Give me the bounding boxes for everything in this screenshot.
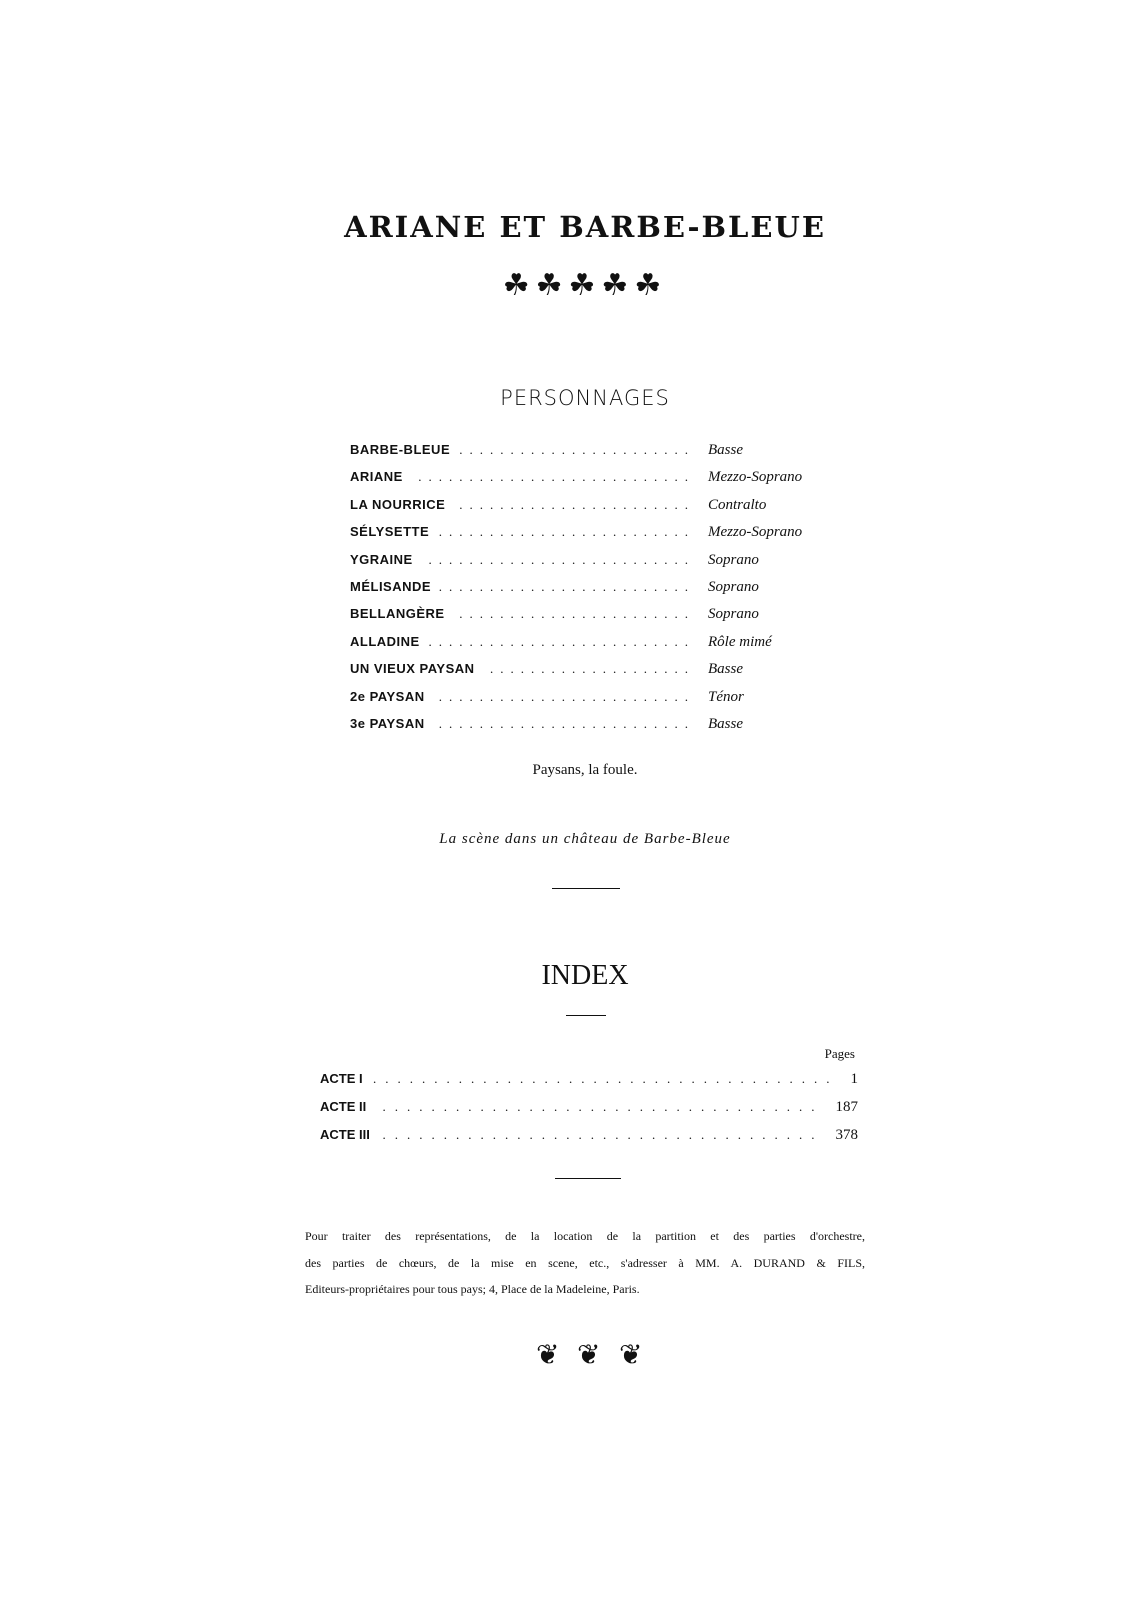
leader-dots: .......................... xyxy=(428,551,695,567)
act-name: ACTE III xyxy=(320,1127,370,1142)
voice-type: Soprano xyxy=(708,551,759,568)
cast-row xyxy=(350,606,830,626)
voice-type: Basse xyxy=(708,442,743,458)
setting-note: La scène dans un château de Barbe-Bleue xyxy=(439,831,731,847)
notice-line: des parties de chœurs, de la mise en scene, etc., s'adresser à MM. A. DURAND & FILS, xyxy=(305,1255,865,1270)
leader-dots: .................................... xyxy=(382,1127,824,1142)
voice-type: Rôle mimé xyxy=(708,633,772,650)
index-row xyxy=(320,1127,858,1147)
character-name: YGRAINE xyxy=(350,551,413,567)
page-number: 187 xyxy=(835,1099,858,1115)
name-with-leader xyxy=(350,716,695,732)
character-name: LA NOURRICE xyxy=(350,496,446,512)
cast-row xyxy=(350,524,830,544)
leader-dots: ......................... xyxy=(438,688,695,704)
character-name: UN VIEUX PAYSAN xyxy=(350,661,475,677)
name-with-leader xyxy=(350,497,695,513)
divider xyxy=(566,1015,606,1016)
leader-dots: .................................... xyxy=(382,1099,824,1114)
name-with-leader xyxy=(350,689,695,705)
cast-row xyxy=(350,552,830,572)
chorus-note: Paysans, la foule. xyxy=(532,762,638,778)
leader-dots: ........................... xyxy=(418,469,695,485)
cast-row xyxy=(350,497,830,517)
cast-row xyxy=(350,716,830,736)
leader-dots: .......................... xyxy=(428,633,695,649)
ornament-icon: ❦ xyxy=(577,1340,601,1371)
character-name: MÉLISANDE xyxy=(350,579,432,594)
leader-dots: ......................... xyxy=(438,524,695,540)
leader-dots: ......................... xyxy=(438,716,695,731)
character-name: 2e PAYSAN xyxy=(350,688,425,704)
character-name: SÉLYSETTE xyxy=(350,524,430,540)
act-name: ACTE II xyxy=(320,1099,367,1114)
voice-type: Ténor xyxy=(708,688,744,705)
divider xyxy=(552,888,620,889)
name-with-leader xyxy=(350,579,695,595)
ornament-icon: ❦ xyxy=(536,1340,560,1371)
index-heading: INDEX xyxy=(541,960,629,991)
pages-label: Pages xyxy=(824,1046,855,1061)
notice-line: Editeurs-propriétaires pour tous pays; 4, Place de la Madeleine, Paris. xyxy=(305,1282,640,1296)
name-with-leader xyxy=(350,552,695,568)
cast-row xyxy=(350,469,830,489)
leader-dots: ....................... xyxy=(459,496,695,512)
ornament-icon: ❦ xyxy=(619,1340,643,1371)
personnages-heading: PERSONNAGES xyxy=(500,386,670,410)
character-name: 3e PAYSAN xyxy=(350,716,425,731)
leader-dots: ...................................... xyxy=(373,1071,839,1086)
character-name: ALLADINE xyxy=(350,633,420,649)
name-with-leader xyxy=(350,524,695,540)
leader-dots: ......................... xyxy=(438,579,695,594)
name-with-leader xyxy=(350,661,695,677)
voice-type: Mezzo-Soprano xyxy=(708,524,803,541)
publisher-notice xyxy=(305,1223,865,1303)
character-name: ARIANE xyxy=(350,469,403,485)
voice-type: Basse xyxy=(708,716,743,732)
voice-type: Soprano xyxy=(708,579,759,595)
leader-dots: .................... xyxy=(490,661,695,677)
clover-ornament-icon: ☘☘☘☘☘ xyxy=(502,269,668,302)
opera-title: ARIANE ET BARBE-BLEUE xyxy=(344,210,826,244)
notice-line: Pour traiter des représentations, de la location de la partition et des parties d'orchestre, xyxy=(305,1229,865,1243)
voice-type: Contralto xyxy=(708,496,767,513)
cast-row xyxy=(350,689,830,709)
voice-type: Soprano xyxy=(708,606,759,623)
page-number: 1 xyxy=(850,1071,858,1087)
character-name: BARBE-BLEUE xyxy=(350,442,451,457)
voice-type: Basse xyxy=(708,661,743,678)
name-with-leader xyxy=(350,634,695,650)
cast-row xyxy=(350,579,830,599)
name-with-leader xyxy=(350,606,695,622)
leader-dots: ....................... xyxy=(459,606,695,622)
name-with-leader xyxy=(350,469,695,485)
name-with-leader xyxy=(350,442,695,458)
divider xyxy=(555,1178,621,1179)
cast-row xyxy=(350,634,830,654)
page-number: 378 xyxy=(835,1127,858,1143)
character-name: BELLANGÈRE xyxy=(350,606,445,622)
voice-type: Mezzo-Soprano xyxy=(708,469,803,486)
cast-row xyxy=(350,661,830,681)
act-name: ACTE I xyxy=(320,1071,363,1086)
leader-dots: ....................... xyxy=(459,442,695,457)
cast-row xyxy=(350,442,830,462)
index-row xyxy=(320,1099,858,1119)
index-row xyxy=(320,1071,858,1091)
